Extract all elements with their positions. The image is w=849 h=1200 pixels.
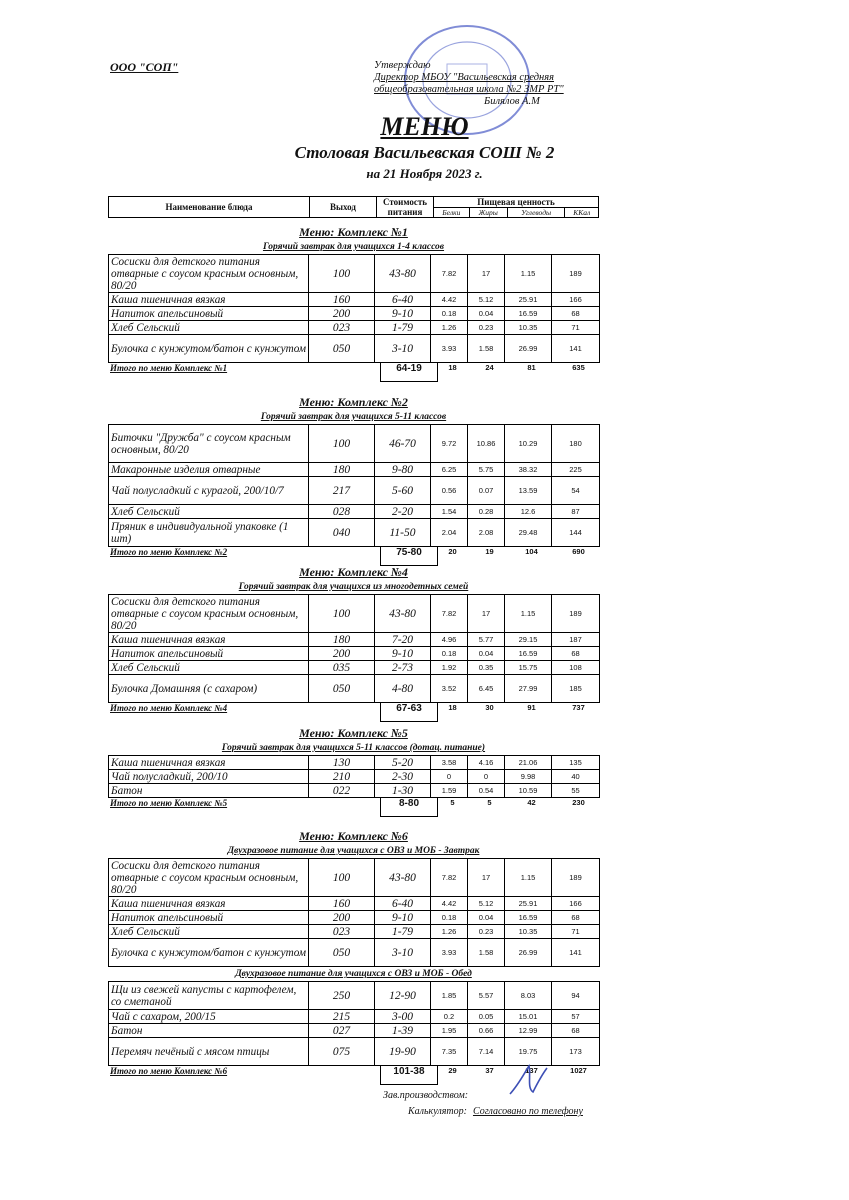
total-proteins: 5 — [450, 798, 455, 807]
total-carbs: 42 — [527, 798, 536, 807]
dish-name: Чай полусладкий, 200/10 — [109, 770, 309, 784]
dish-output: 040 — [309, 519, 375, 547]
complex-1 — [108, 224, 599, 381]
dish-kcal: 94 — [552, 982, 600, 1010]
dish-row — [109, 633, 600, 647]
total-label: Итого по меню Комплекс №2 — [110, 547, 228, 557]
calculator-signature — [505, 1062, 555, 1102]
total-proteins: 29 — [448, 1066, 457, 1075]
dish-output: 160 — [309, 293, 375, 307]
dish-kcal: 57 — [552, 1010, 600, 1024]
dish-table — [108, 981, 600, 1066]
dish-output: 215 — [309, 1010, 375, 1024]
dish-price: 9-10 — [375, 307, 431, 321]
dish-output: 022 — [309, 784, 375, 798]
complex-title: Меню: Комплекс №4 — [299, 565, 408, 579]
dish-kcal: 68 — [552, 911, 600, 925]
dish-proteins: 6.25 — [431, 463, 468, 477]
approval-line: общеобразовательная школа №2 ЗМР РТ" — [374, 84, 564, 95]
dish-row — [109, 1010, 600, 1024]
production-manager-label: Зав.производством: — [383, 1090, 469, 1101]
dish-row — [109, 519, 600, 547]
column-header — [108, 196, 599, 218]
dish-row — [109, 770, 600, 784]
total-fats: 5 — [487, 798, 492, 807]
dish-proteins: 3.93 — [431, 939, 468, 967]
dish-price: 3-00 — [375, 1010, 431, 1024]
dish-output: 050 — [309, 675, 375, 703]
dish-fats: 0.04 — [468, 307, 505, 321]
dish-price: 11-50 — [375, 519, 431, 547]
dish-output: 210 — [309, 770, 375, 784]
dish-fats: 5.57 — [468, 982, 505, 1010]
dish-price: 2-20 — [375, 505, 431, 519]
dish-output: 100 — [309, 255, 375, 293]
dish-name: Напиток апельсиновый — [109, 647, 309, 661]
dish-fats: 6.45 — [468, 675, 505, 703]
dish-fats: 0.54 — [468, 784, 505, 798]
dish-name: Сосиски для детского питания отварные с соусом красным основным, 80/20 — [109, 859, 309, 897]
dish-row — [109, 925, 600, 939]
dish-name: Хлеб Сельский — [109, 321, 309, 335]
dish-price: 5-60 — [375, 477, 431, 505]
dish-name: Напиток апельсиновый — [109, 307, 309, 321]
dish-kcal: 144 — [552, 519, 600, 547]
dish-price: 3-10 — [375, 939, 431, 967]
total-kcal: 690 — [572, 547, 585, 556]
dish-kcal: 108 — [552, 661, 600, 675]
complex-5 — [108, 725, 599, 816]
dish-fats: 5.12 — [468, 293, 505, 307]
complex-4 — [108, 564, 599, 721]
dish-table — [108, 755, 600, 798]
dish-carbs: 1.15 — [505, 859, 552, 897]
header-name: Наименование блюда — [109, 197, 310, 218]
dish-fats: 5.12 — [468, 897, 505, 911]
dish-table — [108, 254, 600, 363]
total-fats: 37 — [485, 1066, 494, 1075]
dish-kcal: 166 — [552, 293, 600, 307]
dish-output: 250 — [309, 982, 375, 1010]
total-carbs: 104 — [525, 547, 538, 556]
dish-fats: 7.14 — [468, 1038, 505, 1066]
dish-proteins: 4.42 — [431, 293, 468, 307]
dish-fats: 0.23 — [468, 925, 505, 939]
section-title: Горячий завтрак для учащихся 5-11 классов (дотац. питание) — [221, 743, 486, 753]
dish-fats: 1.58 — [468, 939, 505, 967]
approval-signature: Билялов А.М — [484, 96, 540, 107]
dish-price: 1-79 — [375, 321, 431, 335]
dish-carbs: 26.99 — [505, 939, 552, 967]
dish-name: Каша пшеничная вязкая — [109, 293, 309, 307]
dish-kcal: 135 — [552, 756, 600, 770]
dish-output: 023 — [309, 321, 375, 335]
dish-price: 5-20 — [375, 756, 431, 770]
dish-proteins: 3.58 — [431, 756, 468, 770]
dish-proteins: 4.42 — [431, 897, 468, 911]
dish-kcal: 68 — [552, 647, 600, 661]
dish-output: 075 — [309, 1038, 375, 1066]
dish-carbs: 25.91 — [505, 897, 552, 911]
dish-row — [109, 661, 600, 675]
total-carbs: 137 — [525, 1066, 538, 1075]
dish-proteins: 1.54 — [431, 505, 468, 519]
dish-name: Булочка с кунжутом/батон с кунжутом — [109, 335, 309, 363]
dish-output: 200 — [309, 647, 375, 661]
dish-output: 160 — [309, 897, 375, 911]
complex-total — [108, 798, 599, 816]
dish-carbs: 15.01 — [505, 1010, 552, 1024]
total-price: 101-38 — [380, 1066, 438, 1085]
dish-name: Перемяч печёный с мясом птицы — [109, 1038, 309, 1066]
dish-row — [109, 505, 600, 519]
total-kcal: 737 — [572, 703, 585, 712]
dish-proteins: 7.35 — [431, 1038, 468, 1066]
dish-proteins: 1.95 — [431, 1024, 468, 1038]
dish-output: 050 — [309, 939, 375, 967]
dish-row — [109, 859, 600, 897]
dish-price: 9-80 — [375, 463, 431, 477]
dish-price: 43-80 — [375, 255, 431, 293]
dish-fats: 0.07 — [468, 477, 505, 505]
calculator-label: Калькулятор: — [408, 1106, 467, 1117]
dish-price: 4-80 — [375, 675, 431, 703]
dish-output: 100 — [309, 425, 375, 463]
dish-output: 100 — [309, 859, 375, 897]
dish-row — [109, 463, 600, 477]
dish-price: 7-20 — [375, 633, 431, 647]
dish-fats: 0.66 — [468, 1024, 505, 1038]
dish-proteins: 2.04 — [431, 519, 468, 547]
dish-kcal: 189 — [552, 859, 600, 897]
dish-output: 130 — [309, 756, 375, 770]
dish-kcal: 185 — [552, 675, 600, 703]
total-kcal: 635 — [572, 363, 585, 372]
dish-price: 3-10 — [375, 335, 431, 363]
header-proteins: Белки — [434, 208, 470, 218]
dish-fats: 0 — [468, 770, 505, 784]
total-fats: 24 — [485, 363, 494, 372]
dish-row — [109, 911, 600, 925]
total-label: Итого по меню Комплекс №4 — [110, 703, 228, 713]
dish-kcal: 173 — [552, 1038, 600, 1066]
dish-price: 6-40 — [375, 897, 431, 911]
dish-name: Щи из свежей капусты с картофелем, со сметаной — [109, 982, 309, 1010]
calculator-line — [408, 1106, 583, 1117]
complex-2 — [108, 394, 599, 565]
dish-row — [109, 293, 600, 307]
dish-proteins: 0.18 — [431, 307, 468, 321]
dish-kcal: 141 — [552, 335, 600, 363]
header-kcal: ККал — [565, 208, 599, 218]
dish-proteins: 1.92 — [431, 661, 468, 675]
total-carbs: 81 — [527, 363, 536, 372]
header-output: Выход — [310, 197, 377, 218]
calculator-value: Согласовано по телефону — [472, 1106, 583, 1117]
dish-carbs: 9.98 — [505, 770, 552, 784]
dish-kcal: 54 — [552, 477, 600, 505]
dish-carbs: 27.99 — [505, 675, 552, 703]
dish-kcal: 71 — [552, 321, 600, 335]
dish-kcal: 141 — [552, 939, 600, 967]
dish-row — [109, 425, 600, 463]
dish-kcal: 40 — [552, 770, 600, 784]
dish-fats: 17 — [468, 595, 505, 633]
header-fats: Жиры — [469, 208, 507, 218]
dish-name: Батон — [109, 784, 309, 798]
page-subtitle: Столовая Васильевская СОШ № 2 — [294, 143, 555, 162]
dish-output: 027 — [309, 1024, 375, 1038]
dish-price: 2-73 — [375, 661, 431, 675]
dish-carbs: 10.35 — [505, 321, 552, 335]
dish-name: Чай полусладкий с курагой, 200/10/7 — [109, 477, 309, 505]
dish-name: Булочка Домашняя (с сахаром) — [109, 675, 309, 703]
dish-fats: 4.16 — [468, 756, 505, 770]
total-price: 64-19 — [380, 363, 438, 382]
section-title: Двухразовое питание для учащихся с ОВЗ и МОБ - Обед — [235, 969, 472, 979]
complex-title: Меню: Комплекс №2 — [299, 395, 408, 409]
dish-row — [109, 307, 600, 321]
dish-carbs: 13.59 — [505, 477, 552, 505]
dish-fats: 5.77 — [468, 633, 505, 647]
dish-name: Каша пшеничная вязкая — [109, 756, 309, 770]
dish-kcal: 87 — [552, 505, 600, 519]
header-nutrition: Пищевая ценность — [434, 197, 599, 208]
dish-carbs: 1.15 — [505, 255, 552, 293]
dish-fats: 0.28 — [468, 505, 505, 519]
dish-price: 12-90 — [375, 982, 431, 1010]
complex-total — [108, 363, 599, 381]
page-title: МЕНЮ — [380, 112, 469, 141]
dish-row — [109, 595, 600, 633]
dish-carbs: 19.75 — [505, 1038, 552, 1066]
approval-line: Утверждаю — [374, 60, 431, 71]
dish-output: 217 — [309, 477, 375, 505]
total-fats: 30 — [485, 703, 494, 712]
dish-proteins: 0.18 — [431, 911, 468, 925]
dish-carbs: 38.32 — [505, 463, 552, 477]
dish-table — [108, 858, 600, 967]
dish-proteins: 1.26 — [431, 321, 468, 335]
dish-name: Каша пшеничная вязкая — [109, 633, 309, 647]
dish-proteins: 1.26 — [431, 925, 468, 939]
dish-kcal: 180 — [552, 425, 600, 463]
dish-carbs: 10.29 — [505, 425, 552, 463]
dish-carbs: 12.99 — [505, 1024, 552, 1038]
dish-row — [109, 1024, 600, 1038]
dish-table — [108, 594, 600, 703]
dish-name: Батон — [109, 1024, 309, 1038]
total-kcal: 230 — [572, 798, 585, 807]
dish-name: Булочка с кунжутом/батон с кунжутом — [109, 939, 309, 967]
total-kcal: 1027 — [570, 1066, 587, 1075]
dish-carbs: 10.35 — [505, 925, 552, 939]
dish-price: 46-70 — [375, 425, 431, 463]
dish-carbs: 26.99 — [505, 335, 552, 363]
dish-price: 1-39 — [375, 1024, 431, 1038]
dish-proteins: 7.82 — [431, 255, 468, 293]
approval-block — [374, 60, 604, 108]
dish-kcal: 68 — [552, 1024, 600, 1038]
dish-proteins: 0 — [431, 770, 468, 784]
dish-fats: 5.75 — [468, 463, 505, 477]
total-price: 67-63 — [380, 703, 438, 722]
total-label: Итого по меню Комплекс №1 — [110, 363, 228, 373]
dish-row — [109, 756, 600, 770]
dish-proteins: 1.85 — [431, 982, 468, 1010]
dish-fats: 10.86 — [468, 425, 505, 463]
section-title: Двухразовое питание для учащихся с ОВЗ и МОБ - Завтрак — [227, 846, 480, 856]
dish-price: 9-10 — [375, 647, 431, 661]
dish-row — [109, 321, 600, 335]
total-label: Итого по меню Комплекс №6 — [110, 1066, 228, 1076]
dish-row — [109, 897, 600, 911]
dish-kcal: 187 — [552, 633, 600, 647]
dish-fats: 2.08 — [468, 519, 505, 547]
dish-proteins: 0.2 — [431, 1010, 468, 1024]
total-proteins: 18 — [448, 363, 457, 372]
dish-name: Чай с сахаром, 200/15 — [109, 1010, 309, 1024]
dish-row — [109, 982, 600, 1010]
dish-carbs: 1.15 — [505, 595, 552, 633]
dish-carbs: 8.03 — [505, 982, 552, 1010]
dish-output: 100 — [309, 595, 375, 633]
dish-price: 43-80 — [375, 859, 431, 897]
header-price: Стоимость питания — [377, 197, 434, 218]
dish-fats: 17 — [468, 255, 505, 293]
dish-table — [108, 424, 600, 547]
dish-row — [109, 477, 600, 505]
dish-name: Хлеб Сельский — [109, 661, 309, 675]
dish-carbs: 15.75 — [505, 661, 552, 675]
section-title: Горячий завтрак для учащихся из многодетных семей — [238, 582, 469, 592]
dish-row — [109, 255, 600, 293]
dish-proteins: 4.96 — [431, 633, 468, 647]
dish-fats: 1.58 — [468, 335, 505, 363]
dish-proteins: 7.82 — [431, 859, 468, 897]
dish-price: 43-80 — [375, 595, 431, 633]
dish-proteins: 7.82 — [431, 595, 468, 633]
dish-row — [109, 784, 600, 798]
dish-name: Пряник в индивидуальной упаковке (1 шт) — [109, 519, 309, 547]
dish-proteins: 0.56 — [431, 477, 468, 505]
dish-fats: 0.04 — [468, 647, 505, 661]
dish-output: 050 — [309, 335, 375, 363]
total-fats: 19 — [485, 547, 494, 556]
complex-title: Меню: Комплекс №6 — [299, 829, 408, 843]
dish-carbs: 29.48 — [505, 519, 552, 547]
dish-carbs: 29.15 — [505, 633, 552, 647]
dish-name: Макаронные изделия отварные — [109, 463, 309, 477]
header-carbs: Углеводы — [507, 208, 565, 218]
total-carbs: 91 — [527, 703, 536, 712]
dish-name: Сосиски для детского питания отварные с соусом красным основным, 80/20 — [109, 595, 309, 633]
dish-name: Биточки "Дружба" с соусом красным основным, 80/20 — [109, 425, 309, 463]
dish-row — [109, 675, 600, 703]
dish-price: 1-30 — [375, 784, 431, 798]
section-title: Горячий завтрак для учащихся 1-4 классов — [262, 242, 445, 252]
dish-price: 2-30 — [375, 770, 431, 784]
dish-carbs: 25.91 — [505, 293, 552, 307]
dish-name: Хлеб Сельский — [109, 925, 309, 939]
dish-output: 028 — [309, 505, 375, 519]
section-title: Горячий завтрак для учащихся 5-11 классов — [260, 412, 447, 422]
dish-proteins: 1.59 — [431, 784, 468, 798]
dish-price: 6-40 — [375, 293, 431, 307]
dish-output: 200 — [309, 911, 375, 925]
dish-row — [109, 939, 600, 967]
dish-proteins: 3.52 — [431, 675, 468, 703]
complex-title: Меню: Комплекс №5 — [299, 726, 408, 740]
dish-fats: 17 — [468, 859, 505, 897]
dish-proteins: 9.72 — [431, 425, 468, 463]
complex-total — [108, 703, 599, 721]
dish-carbs: 16.59 — [505, 307, 552, 321]
dish-row — [109, 647, 600, 661]
total-label: Итого по меню Комплекс №5 — [110, 798, 228, 808]
dish-kcal: 189 — [552, 255, 600, 293]
complex-total — [108, 547, 599, 565]
complex-6 — [108, 828, 599, 1084]
dish-kcal: 189 — [552, 595, 600, 633]
dish-proteins: 3.93 — [431, 335, 468, 363]
total-price: 8-80 — [380, 798, 438, 817]
dish-name: Напиток апельсиновый — [109, 911, 309, 925]
dish-output: 180 — [309, 633, 375, 647]
total-price: 75-80 — [380, 547, 438, 566]
dish-carbs: 16.59 — [505, 911, 552, 925]
dish-kcal: 225 — [552, 463, 600, 477]
dish-output: 023 — [309, 925, 375, 939]
dish-price: 19-90 — [375, 1038, 431, 1066]
dish-output: 035 — [309, 661, 375, 675]
dish-name: Каша пшеничная вязкая — [109, 897, 309, 911]
dish-carbs: 16.59 — [505, 647, 552, 661]
dish-kcal: 166 — [552, 897, 600, 911]
dish-fats: 0.04 — [468, 911, 505, 925]
total-proteins: 20 — [448, 547, 457, 556]
dish-name: Хлеб Сельский — [109, 505, 309, 519]
dish-price: 9-10 — [375, 911, 431, 925]
dish-carbs: 10.59 — [505, 784, 552, 798]
complex-title: Меню: Комплекс №1 — [299, 225, 408, 239]
organization-name: ООО "СОП" — [110, 60, 179, 74]
approval-line: Директор МБОУ "Васильевская средняя — [374, 72, 555, 83]
dish-output: 200 — [309, 307, 375, 321]
dish-fats: 0.05 — [468, 1010, 505, 1024]
dish-name: Сосиски для детского питания отварные с соусом красным основным, 80/20 — [109, 255, 309, 293]
dish-kcal: 68 — [552, 307, 600, 321]
dish-kcal: 71 — [552, 925, 600, 939]
total-proteins: 18 — [448, 703, 457, 712]
dish-output: 180 — [309, 463, 375, 477]
dish-price: 1-79 — [375, 925, 431, 939]
dish-fats: 0.35 — [468, 661, 505, 675]
dish-carbs: 21.06 — [505, 756, 552, 770]
dish-carbs: 12.6 — [505, 505, 552, 519]
dish-kcal: 55 — [552, 784, 600, 798]
dish-proteins: 0.18 — [431, 647, 468, 661]
menu-date: на 21 Ноября 2023 г. — [366, 166, 483, 181]
dish-row — [109, 335, 600, 363]
dish-fats: 0.23 — [468, 321, 505, 335]
